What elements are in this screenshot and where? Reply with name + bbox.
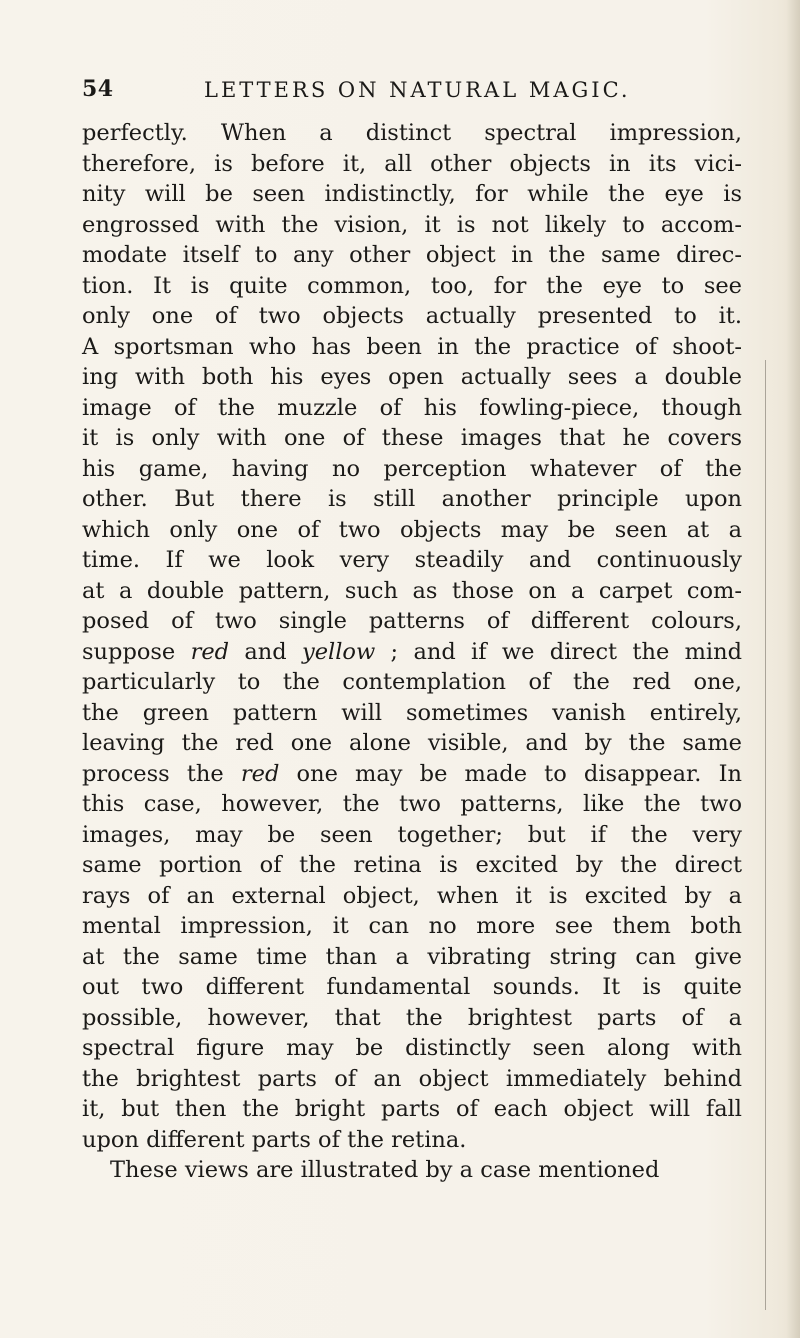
text-line: time. If we look very steadily and continuously [82,547,742,573]
text-line: images, may be seen together; but if the very [82,821,742,848]
text-line: ing with both his eyes open actually sees a double [82,364,742,390]
text-line: which only one of two objects may be seen at a [82,516,742,543]
text-line: perfectly. When a distinct spectral impression, [82,120,742,146]
text-line: leaving the red one alone visible, and by the same [82,730,742,756]
page-edge-line [765,360,766,1310]
text-line: These views are illustrated by a case mentioned [110,1157,660,1183]
text-line-italic: process the red one may be made to disappear. In [82,760,742,787]
text-line: it, but then the bright parts of each object will fall [82,1096,742,1122]
text-line: at a double pattern, such as those on a carpet com- [82,577,742,604]
text-line: the green pattern will sometimes vanish entirely, [82,699,742,726]
text-line: tion. It is quite common, too, for the eye to see [82,272,742,299]
text-line: upon different parts of the retina. [82,1126,467,1153]
text-line: other. But there is still another principle upon [82,486,742,512]
text-line: posed of two single patterns of different colours, [82,608,742,634]
text-line: it is only with one of these images that he covers [82,425,742,451]
text-line-italic: suppose red and yellow ; and if we direct the mind [82,638,742,665]
text-line: modate itself to any other object in the same direc- [82,242,742,268]
text-line: nity will be seen indistinctly, for while the eye is [82,181,742,207]
text-line: only one of two objects actually presented to it. [82,303,742,329]
text-line: out two different fundamental sounds. It is quite [82,974,742,1000]
text-line: the brightest parts of an object immediately behind [82,1065,742,1092]
text-line: engrossed with the vision, it is not likely to accom- [82,211,742,238]
text-line: spectral figure may be distinctly seen along with [82,1035,742,1061]
page-number: 54 [82,76,114,102]
text-line: possible, however, that the brightest parts of a [82,1004,742,1031]
text-line: at the same time than a vibrating string can give [82,943,742,970]
text-line: image of the muzzle of his fowling-piece, though [82,394,742,421]
body-text [82,118,742,1186]
text-line: this case, however, the two patterns, like the two [82,791,742,817]
text-line: rays of an external object, when it is excited by a [82,882,742,909]
page-header [82,76,722,110]
text-line: his game, having no perception whatever of the [82,455,742,482]
text-line: therefore, is before it, all other objects in its vici- [82,150,742,177]
text-line: A sportsman who has been in the practice of shoot- [82,333,742,360]
page-edge-shadow [786,0,800,1338]
text-line: same portion of the retina is excited by the direct [82,852,742,878]
running-title: LETTERS ON NATURAL MAGIC. [204,78,631,102]
text-line: mental impression, it can no more see them both [82,913,742,939]
text-line: particularly to the contemplation of the red one, [82,669,742,695]
